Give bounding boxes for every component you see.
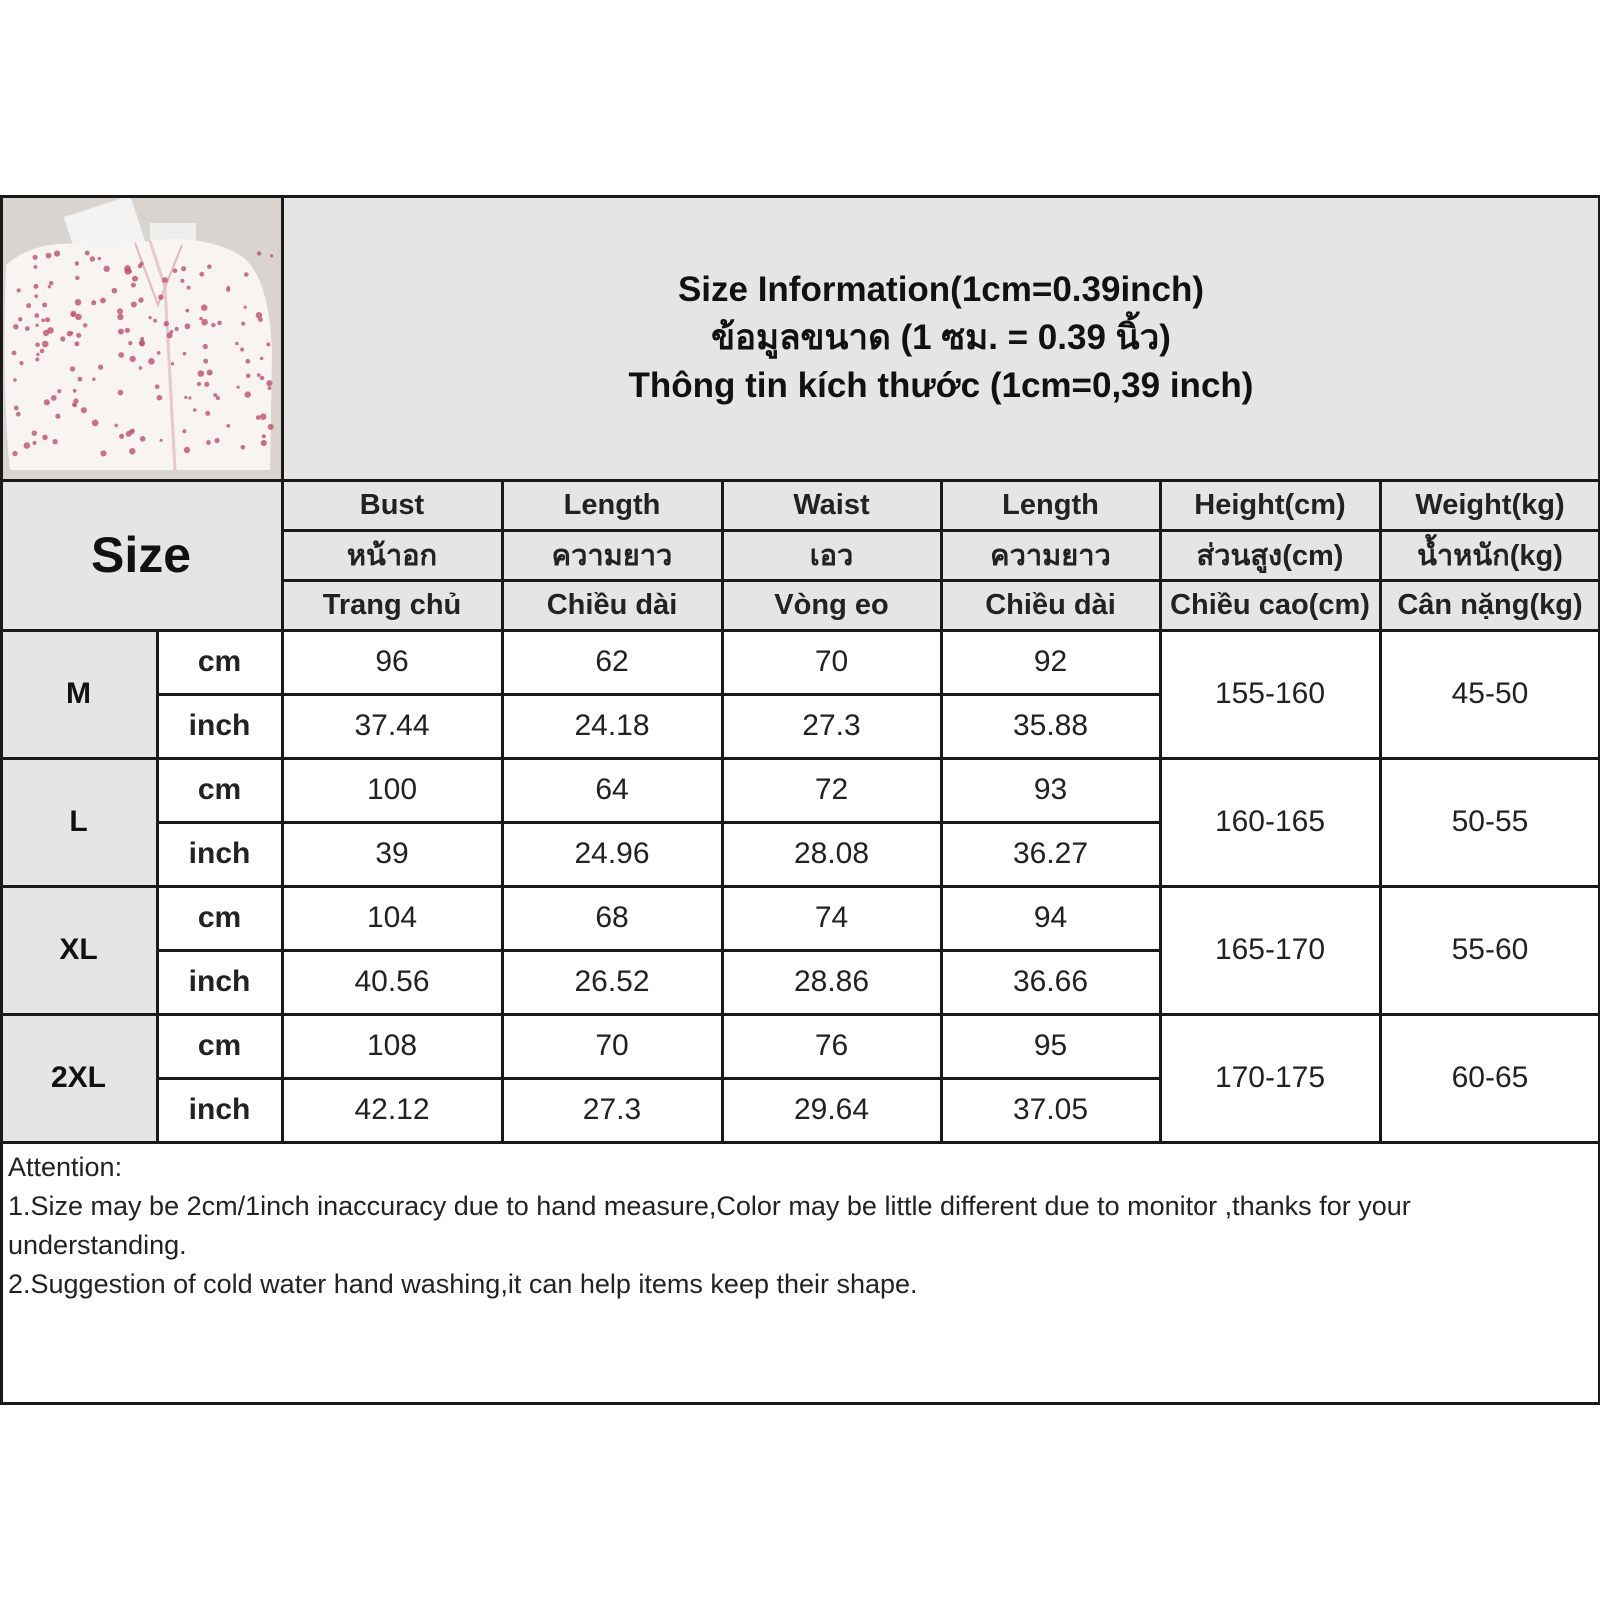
grid-line — [0, 195, 3, 1404]
column-header-th: น้ำหนัก(kg) — [1380, 530, 1600, 580]
floral-shirt-photo — [0, 195, 282, 480]
value-inch: 42.12 — [282, 1078, 502, 1142]
weight-range: 45-50 — [1380, 630, 1600, 758]
value-inch: 26.52 — [502, 950, 722, 1014]
column-header-vi: Trang chủ — [282, 580, 502, 630]
column-header-en: Height(cm) — [1160, 480, 1380, 530]
size-chart — [0, 195, 1600, 1407]
value-inch: 24.96 — [502, 822, 722, 886]
grid-line — [0, 195, 1600, 198]
attention-notes — [0, 1142, 1600, 1404]
grid-line — [0, 1402, 1600, 1405]
value-cm: 64 — [502, 758, 722, 822]
grid-line — [1159, 480, 1162, 1142]
value-inch: 29.64 — [722, 1078, 941, 1142]
unit-label: cm — [157, 758, 282, 822]
column-header-en: Length — [502, 480, 722, 530]
grid-line — [157, 949, 1160, 952]
size-label: L — [0, 758, 157, 886]
column-header-en: Length — [941, 480, 1160, 530]
value-inch: 37.05 — [941, 1078, 1160, 1142]
value-cm: 104 — [282, 886, 502, 950]
unit-label: cm — [157, 630, 282, 694]
note-line: 1.Size may be 2cm/1inch inaccuracy due to hand measure,Color may be little different due to monitor ,thanks for your understanding. — [8, 1191, 1411, 1260]
column-header-en: Bust — [282, 480, 502, 530]
height-range: 170-175 — [1160, 1014, 1380, 1142]
value-inch: 28.86 — [722, 950, 941, 1014]
grid-line — [0, 629, 1600, 632]
value-cm: 96 — [282, 630, 502, 694]
product-photo — [0, 195, 282, 480]
unit-label: inch — [157, 822, 282, 886]
chart-title — [282, 195, 1600, 480]
size-label: 2XL — [0, 1014, 157, 1142]
value-cm: 62 — [502, 630, 722, 694]
value-cm: 70 — [502, 1014, 722, 1078]
value-inch: 36.66 — [941, 950, 1160, 1014]
column-header-th: เอว — [722, 530, 941, 580]
grid-line — [940, 480, 943, 1142]
title-line: ข้อมูลขนาด (1 ซม. = 0.39 นิ้ว) — [711, 317, 1171, 357]
column-header-vi: Chiều cao(cm) — [1160, 580, 1380, 630]
grid-line — [0, 479, 1600, 482]
column-header-th: ความยาว — [941, 530, 1160, 580]
weight-range: 60-65 — [1380, 1014, 1600, 1142]
value-inch: 39 — [282, 822, 502, 886]
height-range: 165-170 — [1160, 886, 1380, 1014]
value-cm: 74 — [722, 886, 941, 950]
height-range: 160-165 — [1160, 758, 1380, 886]
value-inch: 27.3 — [722, 694, 941, 758]
value-cm: 70 — [722, 630, 941, 694]
value-cm: 92 — [941, 630, 1160, 694]
value-cm: 94 — [941, 886, 1160, 950]
value-cm: 108 — [282, 1014, 502, 1078]
unit-label: inch — [157, 1078, 282, 1142]
grid-line — [281, 195, 284, 1142]
column-header-th: ส่วนสูง(cm) — [1160, 530, 1380, 580]
grid-line — [721, 480, 724, 1142]
value-cm: 100 — [282, 758, 502, 822]
value-inch: 35.88 — [941, 694, 1160, 758]
unit-label: inch — [157, 950, 282, 1014]
value-cm: 95 — [941, 1014, 1160, 1078]
size-label: M — [0, 630, 157, 758]
value-cm: 72 — [722, 758, 941, 822]
unit-label: cm — [157, 886, 282, 950]
column-header-vi: Vòng eo — [722, 580, 941, 630]
value-cm: 93 — [941, 758, 1160, 822]
title-line: Size Information(1cm=0.39inch) — [677, 269, 1205, 309]
note-line: Attention: — [8, 1152, 123, 1182]
grid-line — [501, 480, 504, 1142]
grid-line — [0, 1013, 1600, 1016]
grid-line — [0, 757, 1600, 760]
column-header-th: ความยาว — [502, 530, 722, 580]
column-header-vi: Chiều dài — [502, 580, 722, 630]
grid-line — [157, 821, 1160, 824]
grid-line — [157, 693, 1160, 696]
unit-label: cm — [157, 1014, 282, 1078]
size-label: XL — [0, 886, 157, 1014]
value-cm: 68 — [502, 886, 722, 950]
weight-range: 50-55 — [1380, 758, 1600, 886]
value-inch: 24.18 — [502, 694, 722, 758]
title-line: Thông tin kích thước (1cm=0,39 inch) — [628, 365, 1254, 405]
column-header-th: หน้าอก — [282, 530, 502, 580]
column-header-vi: Cân nặng(kg) — [1380, 580, 1600, 630]
value-cm: 76 — [722, 1014, 941, 1078]
value-inch: 27.3 — [502, 1078, 722, 1142]
column-header-en: Weight(kg) — [1380, 480, 1600, 530]
unit-label: inch — [157, 694, 282, 758]
column-header-vi: Chiều dài — [941, 580, 1160, 630]
value-inch: 28.08 — [722, 822, 941, 886]
value-inch: 40.56 — [282, 950, 502, 1014]
weight-range: 55-60 — [1380, 886, 1600, 1014]
grid-line — [0, 885, 1600, 888]
grid-line — [0, 1141, 1600, 1144]
grid-line — [156, 630, 159, 1142]
size-header: Size — [0, 480, 282, 630]
value-inch: 37.44 — [282, 694, 502, 758]
value-inch: 36.27 — [941, 822, 1160, 886]
grid-line — [157, 1077, 1160, 1080]
height-range: 155-160 — [1160, 630, 1380, 758]
grid-line — [1379, 480, 1382, 1142]
note-line: 2.Suggestion of cold water hand washing,it can help items keep their shape. — [8, 1269, 918, 1299]
column-header-en: Waist — [722, 480, 941, 530]
